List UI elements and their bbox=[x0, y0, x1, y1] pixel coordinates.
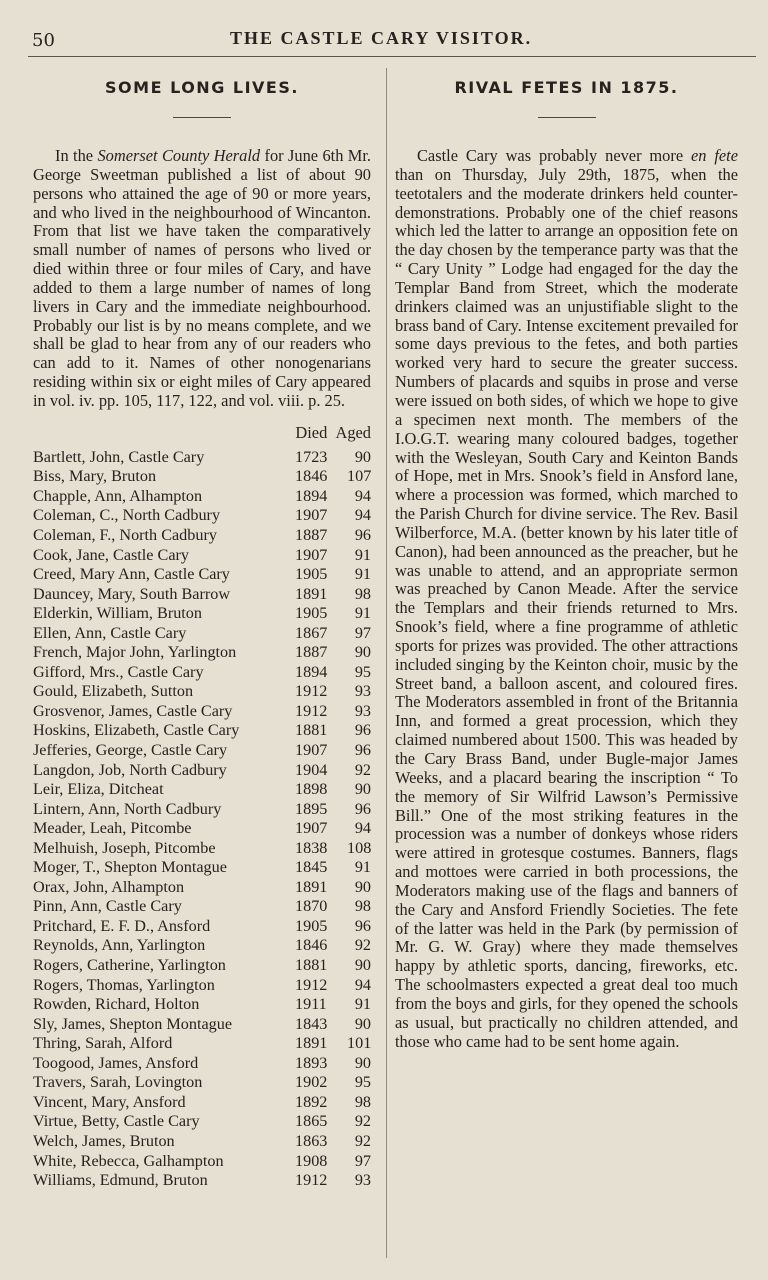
list-item bbox=[33, 858, 371, 878]
list-item bbox=[33, 526, 371, 546]
entry-name: Pinn, Ann, Castle Cary bbox=[33, 897, 182, 916]
entry-aged: 107 bbox=[347, 467, 372, 486]
entry-name: Melhuish, Joseph, Pitcombe bbox=[33, 838, 216, 857]
entry-died: 1904 bbox=[295, 760, 328, 779]
entry-name: Travers, Sarah, Lovington bbox=[33, 1073, 203, 1092]
entry-name: Dauncey, Mary, South Barrow bbox=[33, 584, 231, 603]
rival-fetes-body bbox=[395, 147, 738, 1052]
list-item bbox=[33, 878, 371, 898]
title-rule bbox=[538, 117, 596, 118]
entry-name: Toogood, James, Ansford bbox=[33, 1053, 199, 1072]
body-lead: Castle Cary was probably never more bbox=[417, 146, 691, 165]
list-item bbox=[33, 643, 371, 663]
list-item bbox=[33, 1034, 371, 1054]
list-item bbox=[33, 780, 371, 800]
entry-name: Grosvenor, James, Castle Cary bbox=[33, 701, 233, 720]
list-item bbox=[33, 1015, 371, 1035]
intro-rest: for June 6th Mr. George Sweetman published a list of about 90 persons who attained the age of 90 or more years, and who lived in the neighbourhood of Wincanton. From that list we have taken the comparatively small number of names of persons who lived or died within three or four miles of Cary, and have added to them a large number of names of long livers in Cary and the immediate neighbourhood. Probably our list is by no means complete, and we shall be glad to hear from any of our readers who can add to it. Names of other nonogenarians residing within six or eight miles of Cary appeared in vol. iv. pp. 105, 117, 122, and vol. viii. p. 25. bbox=[33, 146, 372, 410]
entry-name: Vincent, Mary, Ansford bbox=[33, 1092, 186, 1111]
body-rest: than on Thursday, July 29th, 1875, when the teetotalers and the moderate drinkers held counter-demonstrations. Probably one of the chief reasons which led the latter to arrange an opposition fete on the day chosen by the temperance party was that the “ Cary Unity ” Lodge had engaged for the day the Templar Band from Street, which the moderate drinkers claimed was an unjustifiable slight to the brass band of Cary. Intense excitement prevailed for some days previous to the fetes, and both parties worked very hard to secure the greater success. Numbers of placards and squibs in prose and verse were issued on both sides, of which we hope to give a specimen next month. The members of the I.O.G.T. wearing many coloured badges, together with the Wesleyan, South Cary and Keinton Bands of Hope, met in Mrs. Snook’s field in Ansford lane, where a procession was formed, which marched to the Parish Church for divine service. The Rev. Basil Wilberforce, M.A. (better known by his later title of Canon), had been announced as the preacher, but he was unable to attend, and an appropriate sermon was preached by Canon Meade. After the service the Templars and their friends returned to Mrs. Snook’s field, where a fine programme of athletic sports for prizes was provided. The other attractions included singing by the Keinton choir, music by the Street band, a balloon ascent, and coloured fires. The Moderators assembled in front of the Britannia Inn, and formed a great procession, which they claimed numbered about 1500. This was headed by the Cary Brass Band, under Bugle-major James Weeks, and a placard bearing the inscription “ To the memory of Sir Wilfrid Lawson’s Permissive Bill.” One of the most striking features in the procession was a number of donkeys whose riders were attired in grotesque costumes. Banners, flags and mottoes were carried in both processions, the Moderators making use of the flags and banners of the Cary and Ansford Friendly Societies. The fete of the latter was held in the Park (by permission of Mr. G. W. Gray) where they made themselves happy by athletic sports, dancing, fireworks, etc. The schoolmasters expected a great deal too much from the boys and girls, for they opened the schools as usual, but practically no children attended, and those who came had to be sent home again. bbox=[395, 164, 738, 1051]
list-item bbox=[33, 936, 371, 956]
entry-name: Creed, Mary Ann, Castle Cary bbox=[33, 565, 230, 584]
entry-died: 1912 bbox=[295, 682, 328, 701]
entry-died: 1863 bbox=[295, 1131, 328, 1150]
entry-aged: 96 bbox=[354, 721, 371, 740]
entry-aged: 91 bbox=[354, 995, 371, 1014]
entry-name: Elderkin, William, Bruton bbox=[33, 604, 202, 623]
list-item bbox=[33, 800, 371, 820]
entry-died: 1887 bbox=[295, 643, 328, 662]
entry-died: 1892 bbox=[295, 1092, 328, 1111]
entry-name: Rogers, Catherine, Yarlington bbox=[33, 956, 226, 975]
entry-died: 1891 bbox=[295, 1034, 328, 1053]
entry-aged: 95 bbox=[354, 1073, 371, 1092]
entry-name: Langdon, Job, North Cadbury bbox=[33, 760, 227, 779]
list-item bbox=[33, 663, 371, 683]
entry-died: 1894 bbox=[295, 486, 328, 505]
entry-died: 1907 bbox=[295, 741, 328, 760]
list-item bbox=[33, 702, 371, 722]
list-item bbox=[33, 819, 371, 839]
entry-aged: 91 bbox=[354, 604, 371, 623]
entry-aged: 90 bbox=[354, 1053, 371, 1072]
entry-name: Welch, James, Bruton bbox=[33, 1131, 175, 1150]
entry-name: Virtue, Betty, Castle Cary bbox=[33, 1112, 200, 1131]
entry-aged: 91 bbox=[354, 858, 371, 877]
list-item bbox=[33, 995, 371, 1015]
entry-died: 1846 bbox=[295, 467, 328, 486]
header-rule bbox=[28, 56, 756, 57]
entry-died: 1887 bbox=[295, 526, 328, 544]
list-item bbox=[33, 682, 371, 702]
journal-title: THE CASTLE CARY VISITOR. bbox=[230, 28, 533, 48]
entry-name: Leir, Eliza, Ditcheat bbox=[33, 780, 164, 799]
entry-died: 1905 bbox=[295, 916, 328, 935]
entry-name: Williams, Edmund, Bruton bbox=[33, 1171, 208, 1190]
entry-aged: 98 bbox=[354, 584, 371, 603]
entry-name: Pritchard, E. F. D., Ansford bbox=[33, 916, 211, 935]
entry-name: Rogers, Thomas, Yarlington bbox=[33, 975, 215, 994]
entry-died: 1867 bbox=[295, 623, 328, 642]
entry-aged: 93 bbox=[354, 701, 371, 720]
entry-aged: 101 bbox=[347, 1034, 372, 1053]
entry-name: Bartlett, John, Castle Cary bbox=[33, 447, 205, 466]
entry-died: 1907 bbox=[295, 545, 328, 564]
entry-died: 1912 bbox=[295, 701, 328, 720]
list-item bbox=[33, 1073, 371, 1093]
entry-aged: 90 bbox=[354, 643, 371, 662]
entry-aged: 93 bbox=[354, 1171, 371, 1190]
entry-aged: 90 bbox=[354, 1014, 371, 1033]
entry-died: 1895 bbox=[295, 799, 328, 818]
list-item bbox=[33, 839, 371, 859]
entry-aged: 98 bbox=[354, 1092, 371, 1111]
entry-name: Thring, Sarah, Alford bbox=[33, 1034, 173, 1053]
entry-died: 1905 bbox=[295, 604, 328, 623]
article-title-rival-fetes: RIVAL FETES IN 1875. bbox=[454, 78, 679, 97]
entry-name: Lintern, Ann, North Cadbury bbox=[33, 799, 222, 818]
body-italic: en fete bbox=[690, 146, 738, 165]
right-column bbox=[395, 74, 738, 1052]
entry-aged: 92 bbox=[354, 1131, 371, 1150]
list-item bbox=[33, 546, 371, 566]
list-item bbox=[33, 506, 371, 526]
entry-aged: 97 bbox=[354, 1151, 371, 1170]
list-item bbox=[33, 1132, 371, 1152]
list-item bbox=[33, 721, 371, 741]
entry-died: 1908 bbox=[295, 1151, 328, 1170]
entry-died: 1870 bbox=[295, 897, 328, 916]
col-aged-header: Aged bbox=[335, 422, 371, 442]
list-item bbox=[33, 917, 371, 937]
entry-aged: 92 bbox=[354, 760, 371, 779]
list-item bbox=[33, 487, 371, 507]
entry-aged: 96 bbox=[354, 916, 371, 935]
list-item bbox=[33, 1171, 371, 1191]
list-item bbox=[33, 448, 371, 468]
list-item bbox=[33, 467, 371, 487]
list-item bbox=[33, 604, 371, 624]
entry-aged: 94 bbox=[354, 819, 371, 838]
entry-aged: 94 bbox=[354, 506, 371, 525]
entry-name: Reynolds, Ann, Yarlington bbox=[33, 936, 206, 955]
list-header bbox=[33, 422, 371, 444]
entry-aged: 95 bbox=[354, 662, 371, 681]
entry-aged: 92 bbox=[354, 1112, 371, 1131]
list-item bbox=[33, 585, 371, 605]
long-lives-list bbox=[33, 448, 371, 1191]
entry-aged: 94 bbox=[354, 975, 371, 994]
entry-name: Coleman, C., North Cadbury bbox=[33, 506, 221, 525]
entry-aged: 90 bbox=[354, 780, 371, 799]
entry-died: 1911 bbox=[295, 995, 327, 1014]
entry-died: 1846 bbox=[295, 936, 328, 955]
entry-name: Gould, Elizabeth, Sutton bbox=[33, 682, 194, 701]
list-item bbox=[33, 1054, 371, 1074]
entry-died: 1865 bbox=[295, 1112, 328, 1131]
entry-died: 1898 bbox=[295, 780, 328, 799]
entry-died: 1907 bbox=[295, 506, 328, 525]
left-column bbox=[33, 74, 371, 1191]
entry-died: 1891 bbox=[295, 584, 328, 603]
intro-lead: In the bbox=[55, 146, 98, 165]
article-title-long-lives: SOME LONG LIVES. bbox=[105, 78, 299, 97]
entry-name: Biss, Mary, Bruton bbox=[33, 467, 157, 486]
list-item bbox=[33, 897, 371, 917]
intro-source: Somerset County Herald bbox=[97, 146, 261, 165]
entry-aged: 94 bbox=[354, 486, 371, 505]
page-number: 50 bbox=[32, 30, 55, 51]
entry-aged: 93 bbox=[354, 682, 371, 701]
entry-died: 1845 bbox=[295, 858, 328, 877]
list-item bbox=[33, 741, 371, 761]
list-item bbox=[33, 1112, 371, 1132]
entry-died: 1723 bbox=[295, 447, 328, 466]
entry-died: 1838 bbox=[295, 838, 328, 857]
entry-name: Hoskins, Elizabeth, Castle Cary bbox=[33, 721, 240, 740]
entry-aged: 96 bbox=[354, 799, 371, 818]
entry-name: Meader, Leah, Pitcombe bbox=[33, 819, 192, 838]
entry-name: Gifford, Mrs., Castle Cary bbox=[33, 662, 204, 681]
list-item bbox=[33, 1152, 371, 1172]
running-head bbox=[0, 28, 768, 54]
list-item bbox=[33, 761, 371, 781]
entry-died: 1907 bbox=[295, 819, 328, 838]
entry-aged: 96 bbox=[354, 526, 371, 544]
entry-died: 1894 bbox=[295, 662, 328, 681]
entry-aged: 90 bbox=[354, 447, 371, 466]
entry-aged: 90 bbox=[354, 956, 371, 975]
entry-aged: 91 bbox=[354, 545, 371, 564]
entry-name: Chapple, Ann, Alhampton bbox=[33, 486, 203, 505]
entry-died: 1881 bbox=[295, 721, 328, 740]
entry-name: Orax, John, Alhampton bbox=[33, 877, 185, 896]
entry-aged: 98 bbox=[354, 897, 371, 916]
list-item bbox=[33, 976, 371, 996]
entry-name: White, Rebecca, Galhampton bbox=[33, 1151, 224, 1170]
entry-name: Moger, T., Shepton Montague bbox=[33, 858, 227, 877]
entry-name: Sly, James, Shepton Montague bbox=[33, 1014, 233, 1033]
entry-aged: 90 bbox=[354, 877, 371, 896]
entry-name: Ellen, Ann, Castle Cary bbox=[33, 623, 187, 642]
entry-died: 1905 bbox=[295, 565, 328, 584]
title-rule bbox=[173, 117, 231, 118]
list-item bbox=[33, 624, 371, 644]
entry-name: Jefferies, George, Castle Cary bbox=[33, 741, 228, 760]
entry-aged: 91 bbox=[354, 565, 371, 584]
entry-died: 1881 bbox=[295, 956, 328, 975]
entry-died: 1912 bbox=[295, 975, 328, 994]
entry-name: Coleman, F., North Cadbury bbox=[33, 526, 217, 544]
entry-name: Cook, Jane, Castle Cary bbox=[33, 545, 190, 564]
column-divider bbox=[386, 68, 387, 1258]
entry-died: 1843 bbox=[295, 1014, 328, 1033]
entry-aged: 92 bbox=[354, 936, 371, 955]
list-item bbox=[33, 1093, 371, 1113]
list-item bbox=[33, 565, 371, 585]
entry-aged: 96 bbox=[354, 741, 371, 760]
entry-aged: 97 bbox=[354, 623, 371, 642]
entry-aged: 108 bbox=[347, 838, 372, 857]
list-item bbox=[33, 956, 371, 976]
entry-name: Rowden, Richard, Holton bbox=[33, 995, 200, 1014]
entry-died: 1912 bbox=[295, 1171, 328, 1190]
entry-name: French, Major John, Yarlington bbox=[33, 643, 237, 662]
col-died-header: Died bbox=[295, 422, 328, 442]
entry-died: 1893 bbox=[295, 1053, 328, 1072]
long-lives-intro bbox=[33, 147, 371, 411]
entry-died: 1891 bbox=[295, 877, 328, 896]
entry-died: 1902 bbox=[295, 1073, 328, 1092]
